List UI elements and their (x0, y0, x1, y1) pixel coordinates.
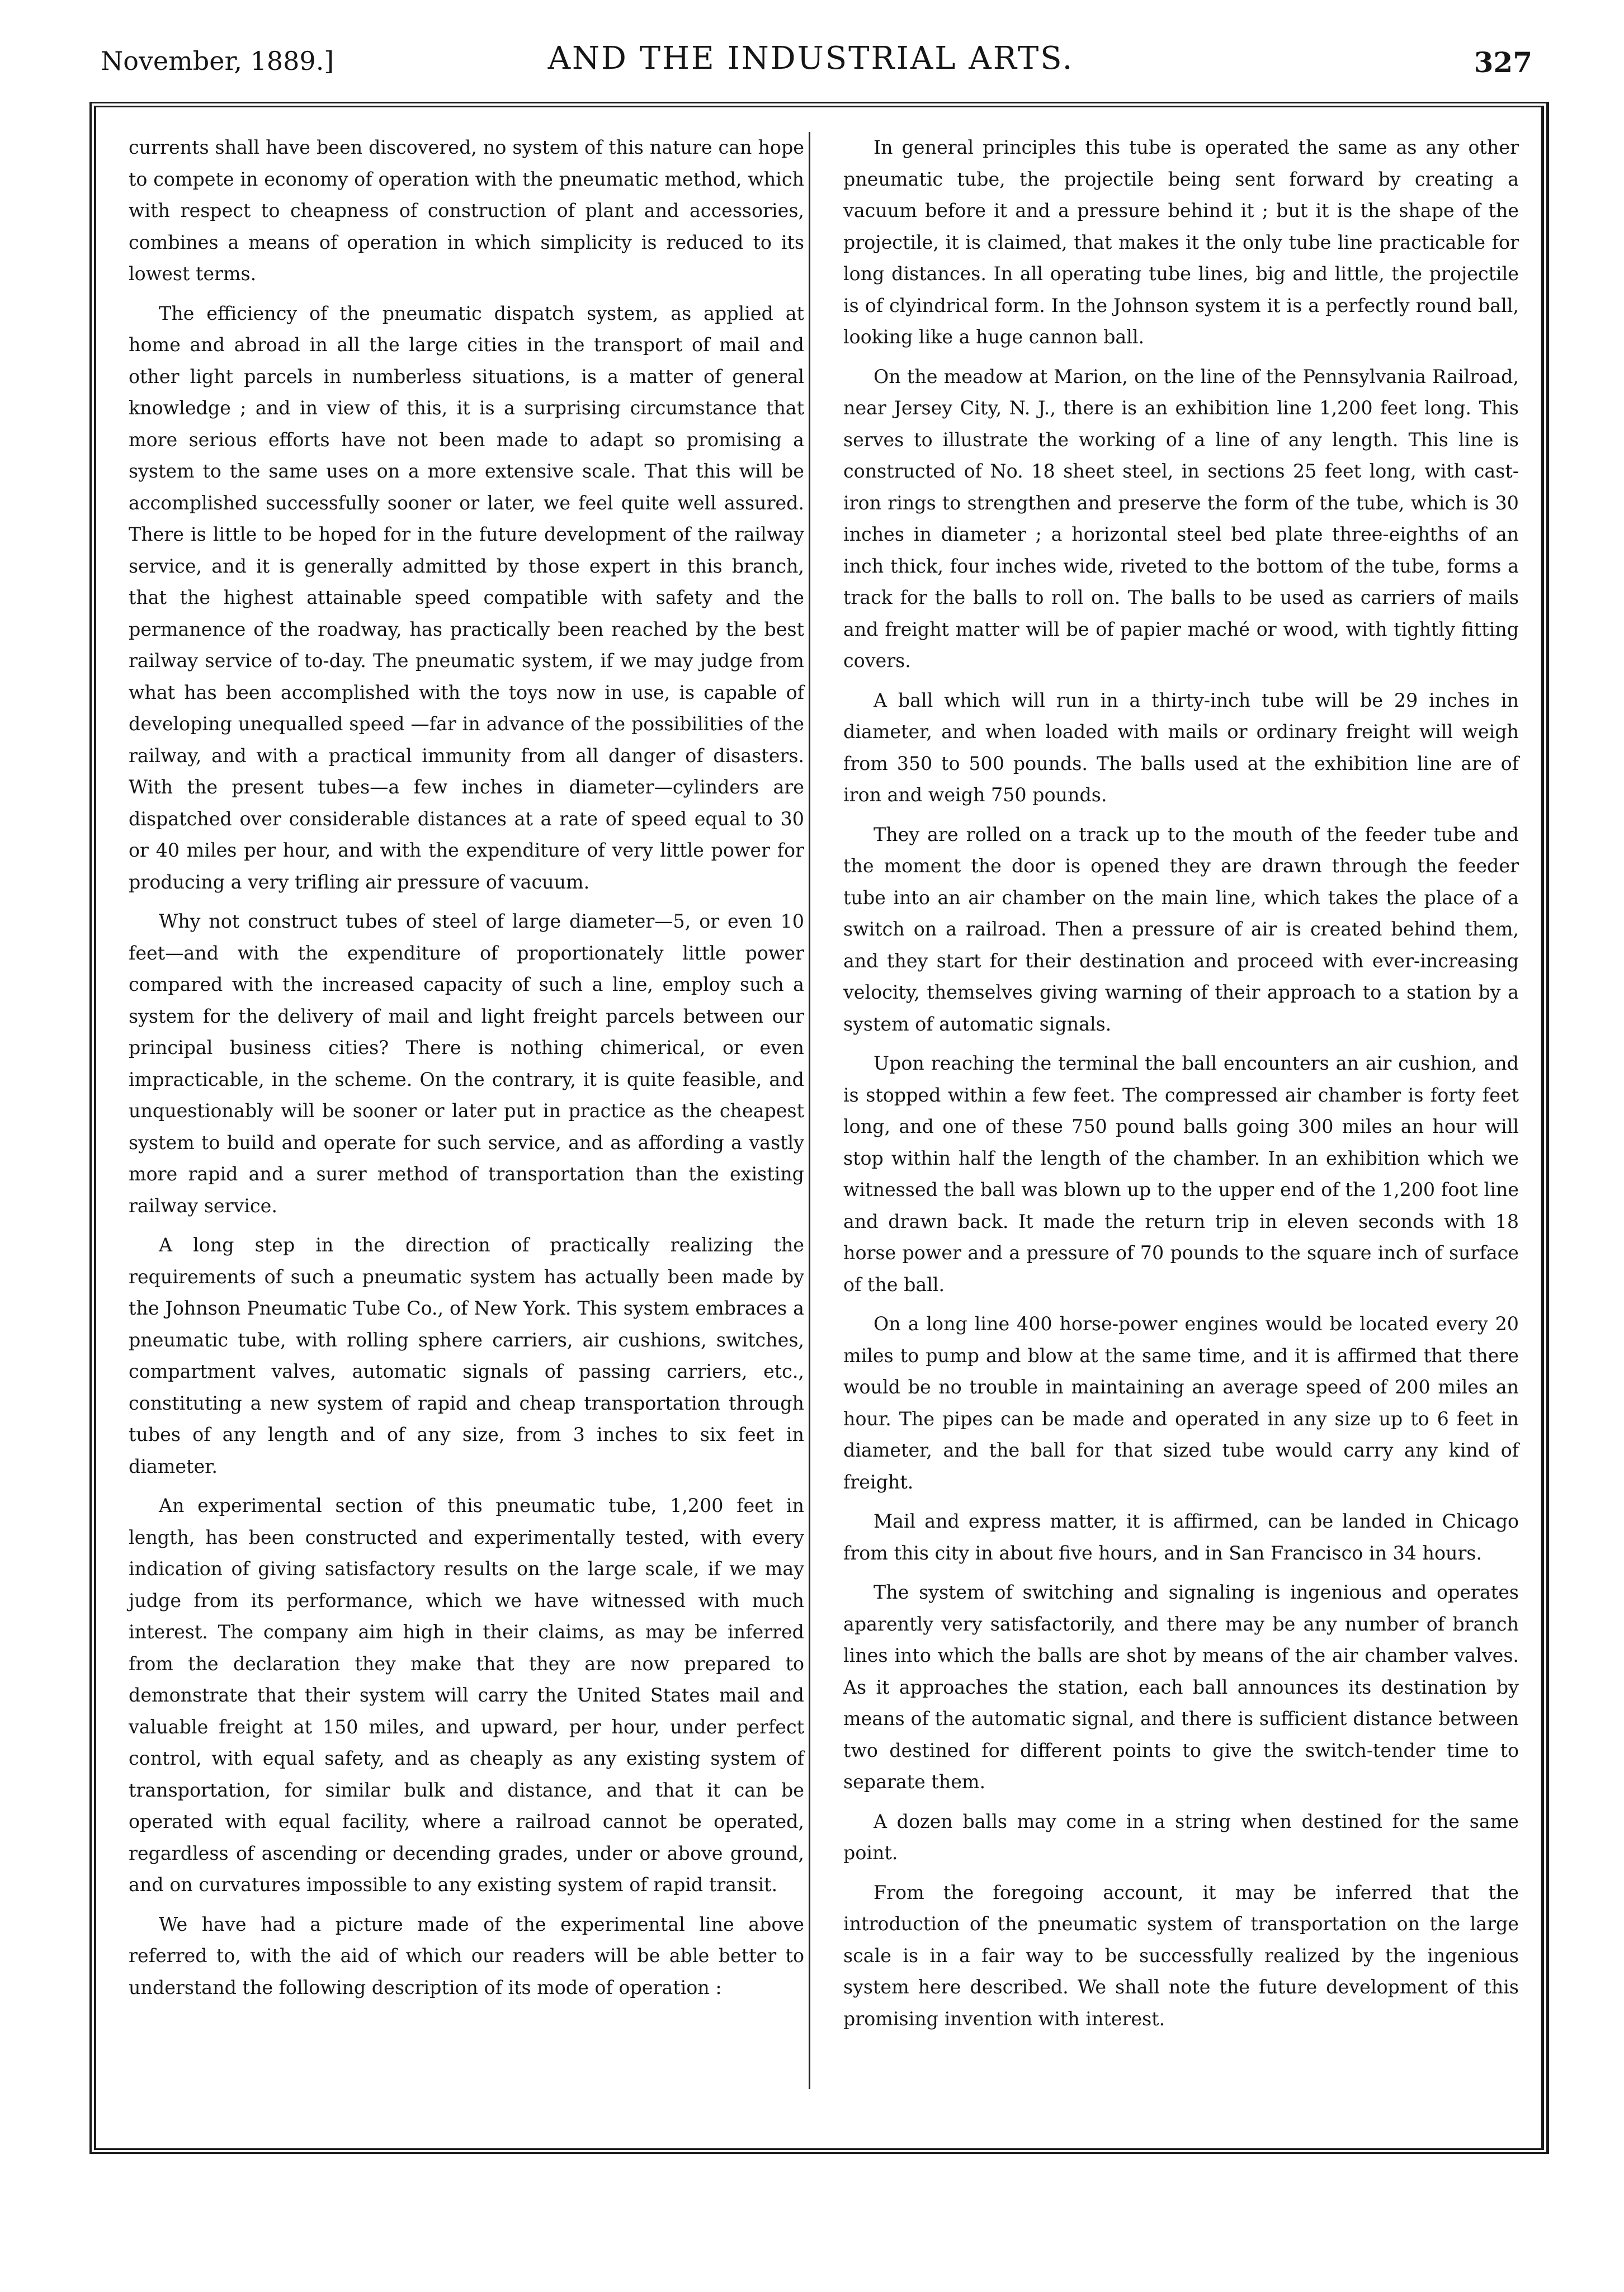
running-header (89, 40, 1532, 85)
paragraph: From the foregoing account, it may be inferred that the introduction of the pneumatic system of transportation on the large scale is in a fair way to be successfully realized by the ingenious system here described. We shall note the future development of this promising invention with interest. (843, 1881, 1519, 2030)
paragraph: A long step in the direction of practically realizing the requirements of such a pneumatic system has actually been made by the Johnson Pneumatic Tube Co., of New York. This system embraces a pneumatic tube, with rolling sphere carriers, air cushions, switches, compartment valves, automatic signals of passing carriers, etc., constituting a new system of rapid and cheap transportation through tubes of any length and of any size, from 3 inches to six feet in diameter. (129, 1234, 804, 1477)
left-column (129, 132, 804, 2011)
paragraph: In general principles this tube is operated the same as any other pneumatic tube, the projectile being sent forward by creating a vacuum before it and a pressure behind it ; but it is the shape of the projectile, it is claimed, that makes it the only tube line practicable for long distances. In all operating tube lines, big and little, the projectile is of clyindrical form. In the Johnson system it is a perfectly round ball, looking like a huge cannon ball. (843, 136, 1519, 348)
paragraph: On the meadow at Marion, on the line of the Pennsylvania Railroad, near Jersey City, N. J., there is an exhibition line 1,200 feet long. This serves to illustrate the working of a line of any length. This line is constructed of No. 18 sheet steel, in sections 25 feet long, with cast-iron rings to strengthen and preserve the form of the tube, which is 30 inches in diameter ; a horizontal steel bed plate three-eighths of an inch thick, four inches wide, riveted to the bottom of the tube, forms a track for the balls to roll on. The balls to be used as carriers of mails and freight matter will be of papier maché or wood, with tightly fitting covers. (843, 365, 1519, 672)
page-number: 327 (1474, 46, 1532, 79)
paragraph: They are rolled on a track up to the mouth of the feeder tube and the moment the door is opened they are drawn through the feeder tube into an air chamber on the main line, which takes the place of a switch on a railroad. Then a pressure of air is created behind them, and they start for their destination and proceed with ever-increasing velocity, themselves giving warning of their approach to a station by a system of automatic signals. (843, 823, 1519, 1035)
paragraph: An experimental section of this pneumatic tube, 1,200 feet in length, has been constructed and experimentally tested, with every indication of giving satisfactory results on the large scale, if we may judge from its performance, which we have witnessed with much interest. The company aim high in their claims, as may be inferred from the declaration they make that they are now prepared to demonstrate that their system will carry the United States mail and valuable freight at 150 miles, and upward, per hour, under perfect control, with equal safety, and as cheaply as any existing system of transportation, for similar bulk and distance, and that it can be operated with equal facility, where a railroad cannot be operated, regardless of ascending or decending grades, under or above ground, and on curvatures impossible to any existing system of rapid transit. (129, 1495, 804, 1896)
header-date: November, 1889.] (101, 46, 334, 76)
paragraph: A dozen balls may come in a string when destined for the same point. (843, 1810, 1519, 1864)
paragraph: A ball which will run in a thirty-inch tube will be 29 inches in diameter, and when loaded with mails or ordinary freight will weigh from 350 to 500 pounds. The balls used at the exhibition line are of iron and weigh 750 pounds. (843, 689, 1519, 806)
paragraph: currents shall have been discovered, no system of this nature can hope to compete in economy of operation with the pneumatic method, which with respect to cheapness of construction of plant and accessories, combines a means of operation in which simplicity is reduced to its lowest terms. (129, 136, 804, 285)
paragraph: The system of switching and signaling is ingenious and operates aparently very satisfactorily, and there may be any number of branch lines into which the balls are shot by means of the air chamber valves. As it approaches the station, each ball announces its destination by means of the automatic signal, and there is sufficient distance between two destined for different points to give the switch-tender time to separate them. (843, 1581, 1519, 1793)
paragraph: The efficiency of the pneumatic dispatch system, as applied at home and abroad in all the large cities in the transport of mail and other light parcels in numberless situations, is a matter of general knowledge ; and in view of this, it is a surprising circumstance that more serious efforts have not been made to adapt so promising a system to the same uses on a more extensive scale. That this will be accomplished successfully sooner or later, we feel quite well assured. There is little to be hoped for in the future development of the railway service, and it is generally admitted by those expert in this branch, that the highest attainable speed compatible with safety and the permanence of the roadway, has practically been reached by the best railway service of to-day. The pneumatic system, if we may judge from what has been accomplished with the toys now in use, is capable of developing unequalled speed —far in advance of the possibilities of the railway, and with a practical immunity from all danger of disasters. With the present tubes—a few inches in diameter—cylinders are dispatched over considerable distances at a rate of speed equal to 30 or 40 miles per hour, and with the expenditure of very little power for producing a very trifling air pressure of vacuum. (129, 302, 804, 893)
header-title: AND THE INDUSTRIAL ARTS. (547, 40, 1074, 77)
paragraph: Upon reaching the terminal the ball encounters an air cushion, and is stopped within a few feet. The compressed air chamber is forty feet long, and one of these 750 pound balls going 300 miles an hour will stop within half the length of the chamber. In an exhibition which we witnessed the ball was blown up to the upper end of the 1,200 foot line and drawn back. It made the return trip in eleven seconds with 18 horse power and a pressure of 70 pounds to the square inch of surface of the ball. (843, 1052, 1519, 1296)
column-divider (809, 132, 810, 2089)
right-column (843, 132, 1519, 2043)
paragraph: On a long line 400 horse-power engines would be located every 20 miles to pump and blow at the same time, and it is affirmed that there would be no trouble in maintaining an average speed of 200 miles an hour. The pipes can be made and operated in any size up to 6 feet in diameter, and the ball for that sized tube would carry any kind of freight. (843, 1313, 1519, 1493)
paragraph: We have had a picture made of the experimental line above referred to, with the aid of which our readers will be able better to understand the following description of its mode of operation : (129, 1913, 804, 1998)
paragraph: Mail and express matter, it is affirmed, can be landed in Chicago from this city in about five hours, and in San Francisco in 34 hours. (843, 1510, 1519, 1564)
paragraph: Why not construct tubes of steel of large diameter—5, or even 10 feet—and with the expenditure of proportionately little power compared with the increased capacity of such a line, employ such a system for the delivery of mail and light freight parcels between our principal business cities? There is nothing chimerical, or even impracticable, in the scheme. On the contrary, it is quite feasible, and unquestionably will be sooner or later put in practice as the cheapest system to build and operate for such service, and as affording a vastly more rapid and a surer method of transportation than the existing railway service. (129, 910, 804, 1217)
